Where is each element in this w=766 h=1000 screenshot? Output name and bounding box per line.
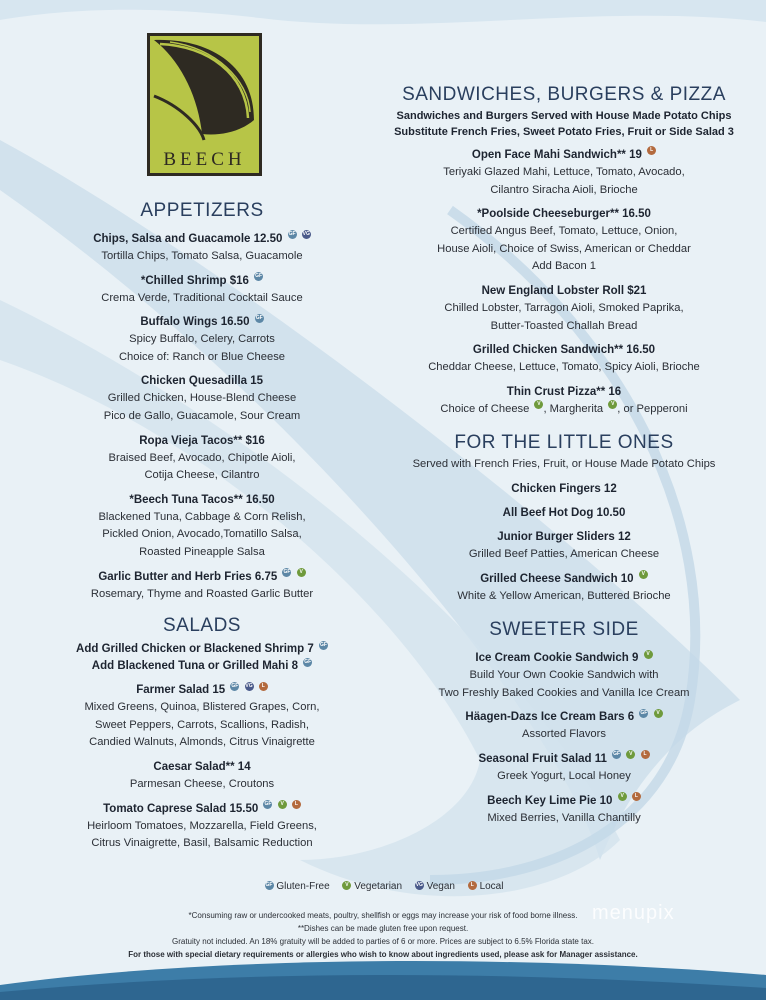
menu-item-name: [20, 433, 384, 450]
sweeter-list: [386, 650, 742, 827]
menu-item-title: Farmer Salad 15: [136, 684, 226, 697]
menu-item-title: Garlic Butter and Herb Fries 6.75: [98, 570, 278, 583]
menu-item-name: [386, 751, 742, 768]
pizza-choices: [386, 401, 742, 419]
logo-text: BEECH: [163, 149, 246, 170]
gluten-free-icon: GF: [265, 881, 273, 888]
menu-item-title: *Chilled Shrimp $16: [140, 274, 249, 287]
menu-item-description: Add Bacon 1: [531, 260, 597, 273]
menu-item-description: Build Your Own Cookie Sandwich with: [469, 669, 659, 682]
menu-item-name: [386, 342, 742, 359]
gluten-free-icon: GF: [319, 641, 327, 648]
menu-item-name: [20, 273, 384, 290]
watermark: menupix: [592, 902, 675, 924]
sandwiches-heading: SANDWICHES, BURGERS & PIZZA: [402, 84, 726, 105]
menu-item-title: Open Face Mahi Sandwich** 19: [471, 149, 642, 161]
menu-item-description: Assorted Flavors: [522, 728, 606, 741]
menu-item-description: Teriyaki Glazed Mahi, Lettuce, Tomato, Avocado,: [443, 166, 685, 178]
menu-item-description: Cilantro Siracha Aioli, Brioche: [490, 183, 638, 196]
menu-item-description: Sweet Peppers, Carrots, Scallions, Radish,: [95, 718, 309, 731]
vegetarian-icon: V: [644, 650, 653, 659]
vegetarian-icon: V: [608, 400, 617, 409]
menu-item-name: [20, 801, 384, 818]
leaf-icon: [150, 36, 259, 146]
menu-item-name: [386, 384, 742, 401]
beech-logo: [147, 33, 262, 176]
local-icon: L: [647, 146, 656, 155]
salad-addon-text: Add Blackened Tuna or Grilled Mahi 8: [91, 660, 298, 673]
menu-item-title: Tomato Caprese Salad 15.50: [103, 802, 259, 815]
little-list: [386, 481, 742, 605]
note-gratuity: Gratuity not included. An 18% gratuity will be added to parties of 6 or more. Prices are subject to 6.5% Florida state tax.: [172, 937, 594, 946]
sandwiches-sub-1: Sandwiches and Burgers Served with House Made Potato Chips: [396, 110, 732, 122]
legend-vg: Vegan: [426, 881, 455, 892]
legend-gf: Gluten-Free: [276, 881, 330, 892]
menu-item-name: [20, 231, 384, 248]
menu-item-description: Mixed Berries, Vanilla Chantilly: [487, 811, 641, 824]
menu-item-title: Chicken Quesadilla 15: [140, 375, 264, 388]
menu-item-title: *Poolside Cheeseburger** 16.50: [477, 208, 651, 221]
appetizers-heading: APPETIZERS: [140, 200, 264, 221]
sandwiches-sub-2: Substitute French Fries, Sweet Potato Fries, Fruit or Side Salad 3: [394, 126, 734, 138]
gluten-free-icon: GF: [255, 314, 263, 321]
local-icon: L: [632, 792, 641, 801]
menu-item-name: [20, 373, 384, 390]
gluten-free-icon: GF: [231, 682, 239, 689]
menu-item-description: Candied Walnuts, Almonds, Citrus Vinaigrette: [89, 736, 315, 749]
menu-item-description: White & Yellow American, Buttered Brioche: [457, 589, 671, 602]
note-gluten: **Dishes can be made gluten free upon request.: [297, 924, 469, 933]
menu-item-description: Heirloom Tomatoes, Mozzarella, Field Greens,: [87, 819, 317, 832]
menu-item-description: Two Freshly Baked Cookies and Vanilla Ice Cream: [438, 686, 690, 699]
menu-item-description: Blackened Tuna, Cabbage & Corn Relish,: [98, 510, 306, 523]
menu-item-name: [386, 283, 742, 300]
menu-item-description: Roasted Pineapple Salsa: [139, 545, 265, 558]
menu-item-title: Caesar Salad** 14: [153, 760, 251, 773]
menu-item-description: Rosemary, Thyme and Roasted Garlic Butter: [90, 587, 314, 600]
menu-item-description: Spicy Buffalo, Celery, Carrots: [129, 333, 275, 346]
menu-item-name: [386, 571, 742, 588]
menu-item-name: [386, 793, 742, 810]
menu-item-title: New England Lobster Roll $21: [481, 284, 647, 297]
local-icon: L: [641, 750, 650, 759]
menu-item-name: [20, 569, 384, 586]
menu-item-title: *Beech Tuna Tacos** 16.50: [129, 493, 275, 506]
gluten-free-icon: GF: [613, 751, 621, 758]
appetizers-list: [20, 231, 384, 603]
menu-item-description: Pico de Gallo, Guacamole, Sour Cream: [103, 409, 301, 422]
menu-item-title: Seasonal Fruit Salad 11: [478, 752, 607, 765]
left-column: [20, 198, 384, 853]
menu-item-description: Crema Verde, Traditional Cocktail Sauce: [101, 291, 303, 304]
menu-item-description: Citrus Vinaigrette, Basil, Balsamic Reduction: [91, 837, 313, 850]
menu-item-title: Ice Cream Cookie Sandwich 9: [475, 652, 639, 665]
right-column: [386, 82, 742, 827]
gluten-free-icon: GF: [255, 273, 263, 280]
menu-item-description: Chilled Lobster, Tarragon Aioli, Smoked Paprika,: [444, 301, 684, 314]
menu-item-title: Beech Key Lime Pie 10: [487, 794, 613, 807]
vegetarian-icon: V: [534, 400, 543, 409]
vegan-icon: VG: [302, 231, 310, 238]
menu-item-description: Parmesan Cheese, Croutons: [129, 777, 275, 790]
menu-item-title: All Beef Hot Dog 10.50: [502, 506, 626, 519]
legend-l: Local: [479, 881, 504, 892]
menu-item-name: [386, 206, 742, 223]
menu-item-name: [386, 481, 742, 498]
pizza-choice-pepperoni: , or Pepperoni: [617, 402, 688, 415]
menu-item-description: Braised Beef, Avocado, Chipotle Aioli,: [108, 451, 296, 464]
menu-item-description: House Aioli, Choice of Swiss, American or Cheddar: [437, 242, 691, 255]
menu-item-name: [386, 529, 742, 546]
menu-item-name: [386, 709, 742, 726]
pizza-choice-cheese: Choice of Cheese: [440, 402, 530, 415]
menu-item-description: Grilled Chicken, House-Blend Cheese: [107, 392, 297, 405]
menu-item-name: [20, 759, 384, 776]
menu-item-name: [386, 147, 742, 164]
menu-item-title: Grilled Cheese Sandwich 10: [480, 572, 634, 585]
vegetarian-icon: V: [297, 568, 306, 577]
local-icon: L: [259, 682, 268, 691]
salads-list: [20, 682, 384, 853]
legend-v: Vegetarian: [354, 881, 403, 892]
menu-item-name: [20, 492, 384, 509]
sandwiches-list: [386, 147, 742, 401]
menu-item-title: Grilled Chicken Sandwich** 16.50: [472, 344, 656, 357]
menu-item-description: Cheddar Cheese, Lettuce, Tomato, Spicy Aioli, Brioche: [428, 361, 700, 374]
menu-item-description: Greek Yogurt, Local Honey: [497, 769, 631, 782]
menu-item-description: Mixed Greens, Quinoa, Blistered Grapes, Corn,: [84, 701, 320, 714]
legend: [0, 881, 766, 892]
vegetarian-icon: V: [639, 570, 648, 579]
local-icon: L: [292, 800, 301, 809]
gluten-free-icon: GF: [640, 709, 648, 716]
little-ones-heading: FOR THE LITTLE ONES: [454, 432, 674, 454]
menu-item-description: Pickled Onion, Avocado,Tomatillo Salsa,: [102, 528, 302, 541]
vegetarian-icon: V: [342, 881, 351, 890]
menu-item-title: Buffalo Wings 16.50: [140, 316, 250, 329]
vegetarian-icon: V: [654, 709, 663, 718]
vegetarian-icon: V: [626, 750, 635, 759]
menu-item-title: Junior Burger Sliders 12: [497, 530, 631, 543]
salad-addon: [20, 641, 384, 658]
vegan-icon: VG: [245, 682, 253, 689]
salad-addon-text: Add Grilled Chicken or Blackened Shrimp 7: [76, 643, 314, 656]
little-ones-sub: Served with French Fries, Fruit, or House Made Potato Chips: [412, 458, 716, 471]
menu-item-description: Butter-Toasted Challah Bread: [490, 319, 638, 332]
menu-item-name: [20, 682, 384, 699]
local-icon: L: [468, 881, 477, 890]
menu-item-name: [20, 314, 384, 331]
salads-addons: [20, 641, 384, 675]
menu-item-description: Certified Angus Beef, Tomato, Lettuce, Onion,: [450, 225, 678, 238]
menu-item-title: Chips, Salsa and Guacamole 12.50: [93, 233, 283, 245]
menu-item-name: [386, 650, 742, 667]
salad-addon: [20, 658, 384, 675]
menu-item-title: Ropa Vieja Tacos** $16: [139, 434, 265, 447]
menu-item-name: [386, 505, 742, 522]
vegetarian-icon: V: [278, 800, 287, 809]
salads-heading: SALADS: [163, 615, 241, 637]
gluten-free-icon: GF: [288, 231, 296, 238]
menu-item-description: Tortilla Chips, Tomato Salsa, Guacamole: [101, 250, 303, 262]
gluten-free-icon: GF: [283, 569, 291, 575]
menu-item-title: Thin Crust Pizza** 16: [506, 385, 622, 398]
menu-item-title: Häagen-Dazs Ice Cream Bars 6: [465, 711, 635, 724]
pizza-choice-margherita: , Margherita: [543, 402, 604, 415]
note-raw: *Consuming raw or undercooked meats, poultry, shellfish or eggs may increase your risk of food borne illness.: [188, 911, 578, 920]
menu-item-description: Grilled Beef Patties, American Cheese: [468, 547, 660, 560]
vegetarian-icon: V: [618, 792, 627, 801]
menu-item-title: Chicken Fingers 12: [511, 482, 617, 495]
note-allergies: For those with special dietary requirements or allergies who wish to know about ingredients used, please ask for Manager assistance.: [128, 950, 638, 959]
menu-item-description: Choice of: Ranch or Blue Cheese: [118, 350, 286, 363]
menu-item-description: Cotija Cheese, Cilantro: [144, 469, 260, 482]
sweeter-side-heading: SWEETER SIDE: [489, 619, 639, 641]
vegan-icon: VG: [415, 881, 423, 888]
gluten-free-icon: GF: [264, 800, 272, 807]
gluten-free-icon: GF: [304, 658, 312, 665]
